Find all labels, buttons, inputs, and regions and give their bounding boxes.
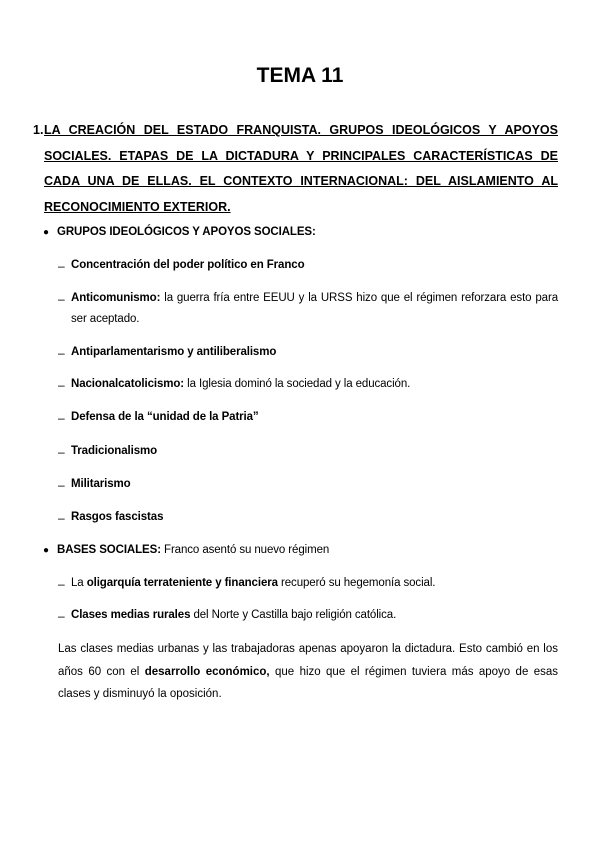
- dash-marker: –: [58, 511, 65, 525]
- paragraph-text: Las clases medias urbanas y las trabajadoras apenas apoyaron la dictadura. Esto cambió en los años 60 con el: [58, 643, 558, 678]
- paragraph-term: desarrollo económico,: [144, 665, 270, 678]
- groups-heading: [57, 222, 544, 243]
- dash-marker: –: [58, 411, 65, 425]
- list-item-term: Anticomunismo:: [71, 292, 161, 304]
- list-item: [71, 374, 558, 395]
- list-item: [71, 441, 558, 462]
- list-item: [71, 605, 558, 626]
- list-item-desc: la Iglesia dominó la sociedad y la educación.: [184, 378, 411, 390]
- dash-marker: –: [58, 609, 65, 623]
- bases-intro: Franco asentó su nuevo régimen: [160, 544, 330, 556]
- list-item-desc: recuperó su hegemonía social.: [277, 577, 436, 589]
- closing-paragraph: [58, 638, 558, 706]
- dash-marker: –: [58, 445, 65, 459]
- dash-marker: –: [58, 577, 65, 591]
- page-title: TEMA 11: [256, 64, 344, 87]
- paragraph-text: que hizo que el régimen tuviera más apoyo de esas clases y disminuyó la oposición.: [58, 665, 559, 700]
- list-item: [71, 474, 558, 495]
- list-item-desc: del Norte y Castilla bajo religión católica.: [190, 609, 397, 621]
- groups-heading-text: GRUPOS IDEOLÓGICOS Y APOYOS SOCIALES:: [57, 226, 316, 238]
- list-item-term: Concentración del poder político en Franco: [71, 259, 305, 271]
- bullet-marker: ●: [43, 545, 50, 556]
- list-item: [71, 407, 558, 428]
- list-item: [71, 288, 558, 330]
- dash-marker: –: [58, 292, 65, 306]
- section-heading: LA CREACIÓN DEL ESTADO FRANQUISTA. GRUPOS IDEOLÓGICOS Y APOYOS SOCIALES. ETAPAS DE LA DICTADURA Y PRINCIPALES CARACTERÍSTICAS DE CADA UNA DE ELLAS. EL CONTEXTO INTERNACIONAL: DEL AISLAMIENTO AL RECONOCIMIENTO EXTERIOR.: [44, 123, 558, 214]
- list-item-term: Clases medias rurales: [71, 609, 191, 621]
- list-item-term: Defensa de la “unidad de la Patria”: [71, 411, 259, 423]
- dash-marker: –: [58, 346, 65, 360]
- list-item: [71, 573, 558, 594]
- list-item-term: Rasgos fascistas: [71, 511, 164, 523]
- list-item: [71, 342, 558, 363]
- list-item-term: Militarismo: [71, 478, 131, 490]
- list-item-prefix: La: [71, 577, 87, 589]
- list-item-term: Antiparlamentarismo y antiliberalismo: [71, 346, 277, 358]
- list-item: [71, 255, 558, 276]
- list-item-term: Nacionalcatolicismo:: [71, 378, 185, 390]
- dash-marker: –: [58, 378, 65, 392]
- list-item-desc: la guerra fría entre EEUU y la URSS hizo que el régimen reforzara esto para ser aceptado.: [71, 292, 558, 325]
- bullet-marker: ●: [43, 227, 50, 238]
- bases-heading: [57, 540, 544, 561]
- dash-marker: –: [58, 478, 65, 492]
- list-item: [71, 507, 558, 528]
- list-item-term: oligarquía terrateniente y financiera: [86, 577, 278, 589]
- section-number: 1.: [33, 123, 44, 137]
- dash-marker: –: [58, 259, 65, 273]
- list-item-term: Tradicionalismo: [71, 445, 158, 457]
- bases-heading-text: BASES SOCIALES:: [57, 544, 161, 556]
